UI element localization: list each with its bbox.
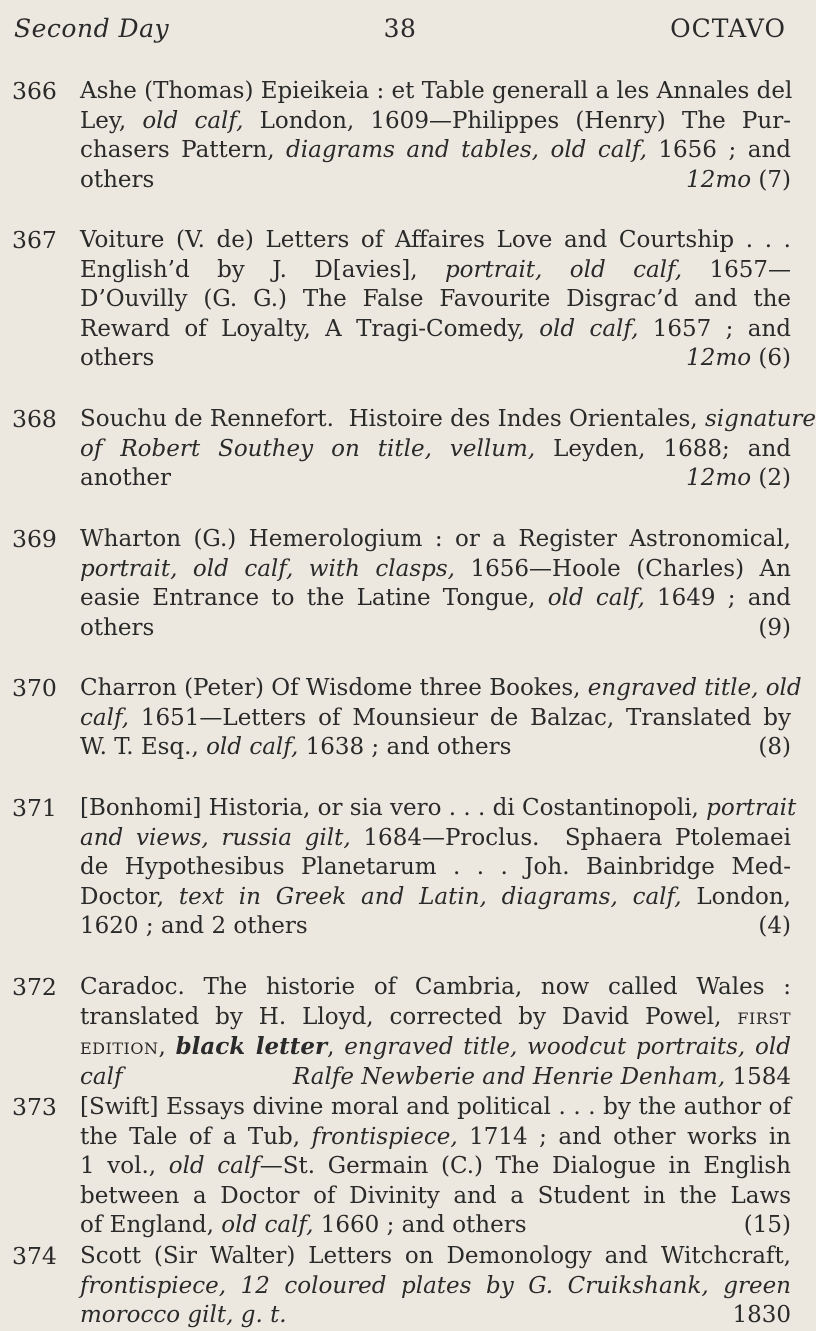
page-number: 38 (383, 14, 417, 43)
running-head-format: OCTAVO (670, 14, 786, 43)
lot-line: Ley, old calf, London, 1609—Philippes (Henry) The Pur- (80, 107, 791, 134)
lot-line-text: others (80, 345, 155, 371)
lot-line: of England, old calf, 1660 ; and others (15) (80, 1211, 791, 1241)
lot-line-text: others (80, 166, 155, 193)
lot-line: Ashe (Thomas) Epieikeia : et Table generall a les Annales del (80, 78, 793, 104)
lot-line: calf Ralfe Newberie and Henrie Denham, 1584 (80, 1063, 791, 1093)
lot-size: (9) (758, 614, 791, 641)
running-head-day: Second Day (14, 14, 170, 43)
lot-line: chasers Pattern, diagrams and tables, old calf, 1656 ; and (80, 137, 791, 163)
lot-line-text: another (80, 465, 172, 491)
lot-line: Voiture (V. de) Letters of Affaires Love and Courtship . . . (80, 227, 791, 253)
lot-line: 1 vol., old calf—St. Germain (C.) The Dialogue in English (80, 1153, 791, 1179)
lot-line: [Bonhomi] Historia, or sia vero . . . di Costantinopoli, portrait (80, 795, 797, 821)
lot-line: D’Ouvilly (G. G.) The False Favourite Disgrac’d and the (80, 286, 791, 312)
lot-line: Scott (Sir Walter) Letters on Demonology and Witchcraft, (80, 1243, 791, 1269)
lot-number: 370 (12, 674, 57, 702)
lot-description (80, 674, 802, 763)
lot-line (80, 464, 791, 494)
lot-line: calf, 1651—Letters of Mounsieur de Balzac, Translated by (80, 704, 791, 731)
lot-line: Charron (Peter) Of Wisdome three Bookes, engraved title, old (80, 675, 802, 701)
lot-line (80, 912, 791, 942)
lot-line: W. T. Esq., old calf, 1638 ; and others (8) (80, 733, 791, 763)
lot-line: frontispiece, 12 coloured plates by G. Cruikshank, green (80, 1272, 791, 1299)
lot-number: 368 (12, 405, 57, 433)
lot-description (80, 77, 791, 195)
lot-description (80, 973, 791, 1092)
lot-size: 12mo (6) (686, 345, 791, 371)
lot-line-text: others (80, 614, 155, 641)
lot-line: Souchu de Rennefort. Histoire des Indes Orientales, signature (80, 406, 816, 432)
lot-number: 366 (12, 77, 57, 105)
lot-line: of Robert Southey on title, vellum, Leyden, 1688; and (80, 435, 791, 462)
lot-number: 367 (12, 226, 57, 254)
lot-line (80, 166, 791, 196)
lot-size: (4) (758, 913, 791, 939)
lot-line: de Hypothesibus Planetarum . . . Joh. Bainbridge Med- (80, 854, 791, 880)
lot-line: morocco gilt, g. t. 1830 (80, 1301, 791, 1331)
lot-date: 1830 (732, 1302, 791, 1328)
page-header (14, 14, 786, 54)
lot-number: 374 (12, 1242, 57, 1270)
lot-line: English’d by J. D[avies], portrait, old calf, 1657— (80, 256, 791, 283)
lot-line (80, 614, 791, 644)
lot-line: [Swift] Essays divine moral and political . . . by the author of (80, 1094, 791, 1120)
lot-number: 373 (12, 1093, 57, 1121)
lot-number: 372 (12, 973, 57, 1001)
lot-line: between a Doctor of Divinity and a Student in the Laws (80, 1182, 791, 1209)
lot-line: translated by H. Lloyd, corrected by David Powel, first (80, 1003, 791, 1030)
lot-line: portrait, old calf, with clasps, 1656—Hoole (Charles) An (80, 555, 791, 582)
lot-line: easie Entrance to the Latine Tongue, old calf, 1649 ; and (80, 585, 791, 611)
lot-size: 12mo (7) (686, 166, 791, 193)
lot-imprint: Ralfe Newberie and Henrie Denham, 1584 (292, 1063, 791, 1090)
lot-size: (15) (743, 1212, 791, 1238)
lot-line (80, 344, 791, 374)
lot-line: Caradoc. The historie of Cambria, now called Wales : (80, 974, 791, 1000)
lot-line: Reward of Loyalty, A Tragi-Comedy, old calf, 1657 ; and (80, 315, 792, 342)
lot-number: 371 (12, 794, 57, 822)
lot-description (80, 1093, 791, 1241)
lot-size: 12mo (2) (686, 465, 791, 491)
lot-size: (8) (758, 734, 791, 760)
lot-number: 369 (12, 525, 57, 553)
lot-description (80, 525, 791, 643)
lot-description (80, 405, 816, 494)
lot-line: Doctor, text in Greek and Latin, diagrams, calf, London, (80, 883, 791, 910)
lot-line: edition, black letter, engraved title, woodcut portraits, old (80, 1033, 791, 1060)
lot-line: and views, russia gilt, 1684—Proclus. Sphaera Ptolemaei (80, 824, 791, 851)
lot-line: Wharton (G.) Hemerologium : or a Register Astronomical, (80, 526, 791, 552)
lot-description (80, 226, 791, 374)
lot-line-text: 1620 ; and 2 others (80, 913, 308, 939)
lot-description (80, 1242, 791, 1331)
lot-line: the Tale of a Tub, frontispiece, 1714 ; and other works in (80, 1123, 791, 1150)
lot-description (80, 794, 797, 942)
